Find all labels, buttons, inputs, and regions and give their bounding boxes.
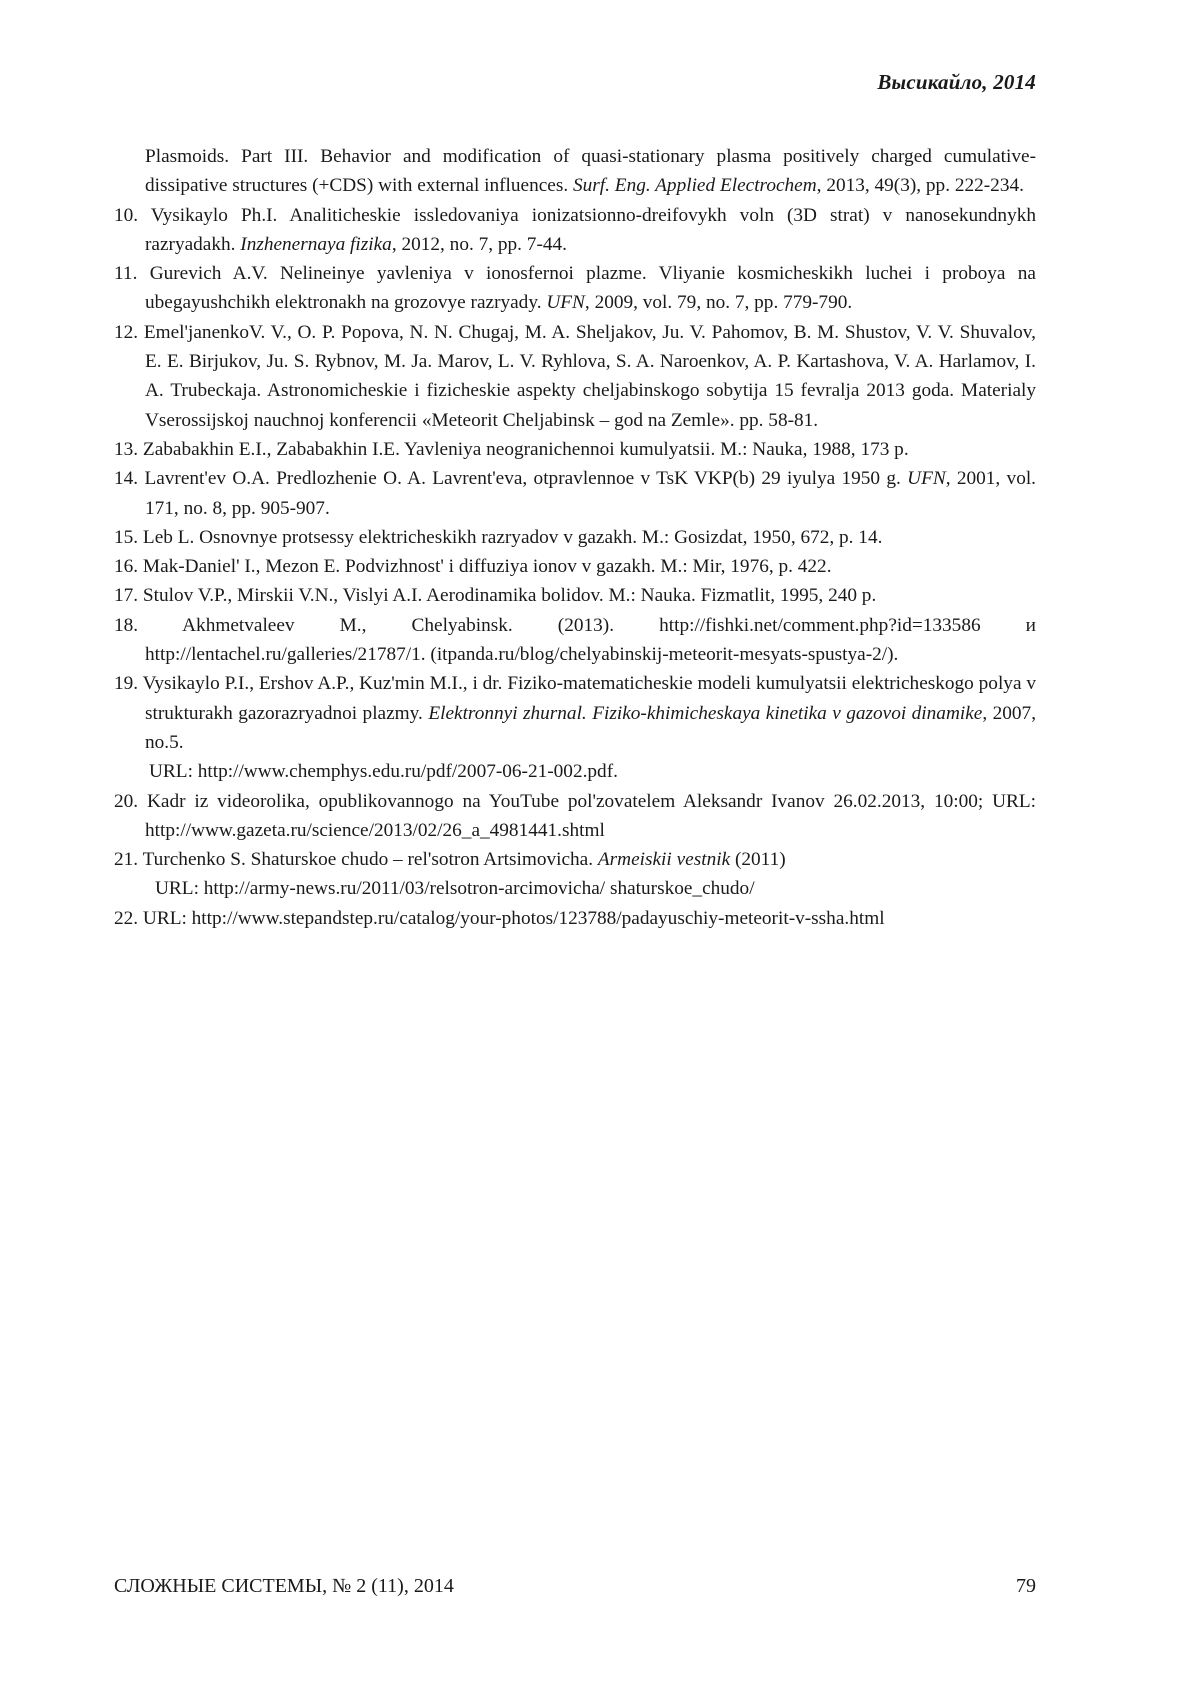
reference-number: 21. xyxy=(114,849,143,871)
reference-item xyxy=(114,552,1036,581)
reference-text: Vysikaylo Ph.I. Analiticheskie issledovaniya ionizatsionno-dreifovykh voln (3D strat) v nanosekundnykh razryadakh. xyxy=(145,204,1036,255)
reference-text: Emel'janenkoV. V., O. P. Popova, N. N. Chugaj, M. A. Sheljakov, Ju. V. Pahomov, B. M. Shustov, V. V. Shuvalov, E. E. Birjukov, Ju. S. Rybnov, M. Ja. Marov, L. V. Ryhlova, S. A. Naroenkov, A. P. Kartashova, V. A. Harlamov, I. A. Trubeckaja. Astronomicheskie i fizicheskie aspekty cheljabinskogo sobytija 15 fevralja 2013 goda. Materialy Vserossijskoj nauchnoj konferencii «Meteorit Cheljabinsk – god na Zemle». pp. 58-81. xyxy=(143,321,1037,431)
reference-text: (2011) xyxy=(730,849,786,871)
reference-text: Leb L. Osnovnye protsessy elektricheskikh razryadov v gazakh. M.: Gosizdat, 1950, 672, p. 14. xyxy=(142,526,883,548)
reference-source-italic: Armeiskii vestnik xyxy=(597,849,731,871)
reference-number: 15. xyxy=(114,526,143,548)
reference-text: Akhmetvaleev M., Chelyabinsk. (2013). http://fishki.net/comment.php?id=133586 и http://lentachel.ru/galleries/21787/1. (itpanda.ru/blog/chelyabinskij-meteorit-mesyats-spustya-2/). xyxy=(145,614,1036,666)
reference-text: , 2013, 49(3), pp. 222-234. xyxy=(816,175,1024,197)
reference-item xyxy=(114,845,1036,904)
reference-item xyxy=(114,787,1036,846)
reference-item xyxy=(114,201,1036,260)
reference-source-italic: UFN xyxy=(907,468,946,490)
reference-text: Turchenko S. Shaturskoe chudo – rel'sotron Artsimovicha. xyxy=(142,849,598,871)
reference-source-italic: Elektronnyi zhurnal. Fiziko-khimicheskaya kinetika v gazovoi dinamike xyxy=(428,702,983,724)
reference-text: , 2012, no. 7, pp. 7-44. xyxy=(391,233,567,255)
reference-text: , 2001, vol. 171, no. 8, pp. 905-907. xyxy=(145,468,1037,519)
reference-text: , 2009, vol. 79, no. 7, pp. 779-790. xyxy=(584,292,853,314)
reference-url-line: URL: http://www.chemphys.edu.ru/pdf/2007-06-21-002.pdf. xyxy=(149,761,618,783)
reference-text: Vysikaylo P.I., Ershov A.P., Kuz'min M.I., i dr. Fiziko-matematicheskie modeli kumulyatsii elektricheskogo polya v strukturakh gazorazryadnoi plazmy. xyxy=(142,673,1036,724)
reference-text: Gurevich A.V. Nelineinye yavleniya v ionosfernoi plazme. Vliyanie kosmicheskikh luchei i proboya na ubegayushchikh elektronakh na grozovye razryady. xyxy=(145,263,1036,314)
reference-text: Plasmoids. Part III. Behavior and modification of quasi-stationary plasma positively charged cumulative-dissipative structures (+CDS) with external influences. xyxy=(145,146,1036,197)
reference-text: Stulov V.P., Mirskii V.N., Vislyi A.I. Aerodinamika bolidov. M.: Nauka. Fizmatlit, 1995, 240 p. xyxy=(142,585,877,607)
page-number: 79 xyxy=(1016,1575,1036,1597)
reference-text: URL: http://www.stepandstep.ru/catalog/your-photos/123788/padayuschiy-meteorit-v-ssha.html xyxy=(142,907,885,929)
footer-journal-title: СЛОЖНЫЕ СИСТЕМЫ, № 2 (11), 2014 xyxy=(114,1575,454,1597)
reference-source-italic: UFN xyxy=(546,292,585,314)
reference-item xyxy=(114,904,1036,933)
reference-number: 13. xyxy=(114,438,143,460)
reference-number: 20. xyxy=(114,790,147,812)
reference-item xyxy=(114,464,1036,523)
reference-number: 10. xyxy=(114,204,151,226)
reference-number: 18. xyxy=(114,614,183,636)
reference-text: Lavrent'ev O.A. Predlozhenie O. A. Lavrent'eva, otpravlennoe v TsK VKP(b) 29 iyulya 1950 g. xyxy=(144,468,908,490)
reference-source-italic: Surf. Eng. Applied Electrochem xyxy=(573,175,817,197)
reference-item xyxy=(114,435,1036,464)
reference-number: 19. xyxy=(114,673,143,695)
reference-text: Zababakhin E.I., Zababakhin I.E. Yavleniya neogranichennoi kumulyatsii. M.: Nauka, 1988, 173 p. xyxy=(142,438,909,460)
reference-item xyxy=(114,611,1036,670)
reference-number: 17. xyxy=(114,585,143,607)
reference-number: 16. xyxy=(114,556,143,578)
reference-item xyxy=(114,259,1036,318)
reference-text: , 2007, no.5. xyxy=(145,702,1037,753)
reference-text: Kadr iz videorolika, opublikovannogo na YouTube pol'zovatelem Aleksandr Ivanov 26.02.2013, 10:00; URL: http://www.gazeta.ru/science/2013/02/26_a_4981441.shtml xyxy=(145,790,1037,841)
reference-number: 22. xyxy=(114,907,143,929)
reference-source-italic: Inzhenernaya fizika xyxy=(240,233,392,255)
reference-item xyxy=(114,581,1036,610)
reference-number: 14. xyxy=(114,468,145,490)
reference-item xyxy=(114,318,1036,435)
reference-item xyxy=(114,142,1036,201)
running-head: Высикайло, 2014 xyxy=(877,70,1036,94)
reference-text: Mak-Daniel' I., Mezon E. Podvizhnost' i diffuziya ionov v gazakh. M.: Mir, 1976, p. 422. xyxy=(142,556,832,578)
reference-item xyxy=(114,669,1036,786)
reference-item xyxy=(114,523,1036,552)
reference-url-line: URL: http://army-news.ru/2011/03/relsotron-arcimovicha/ shaturskoe_chudo/ xyxy=(155,878,755,900)
reference-number: 11. xyxy=(114,263,150,285)
reference-number: 12. xyxy=(114,321,144,343)
page-footer xyxy=(114,1575,1036,1598)
reference-list xyxy=(114,142,1036,933)
